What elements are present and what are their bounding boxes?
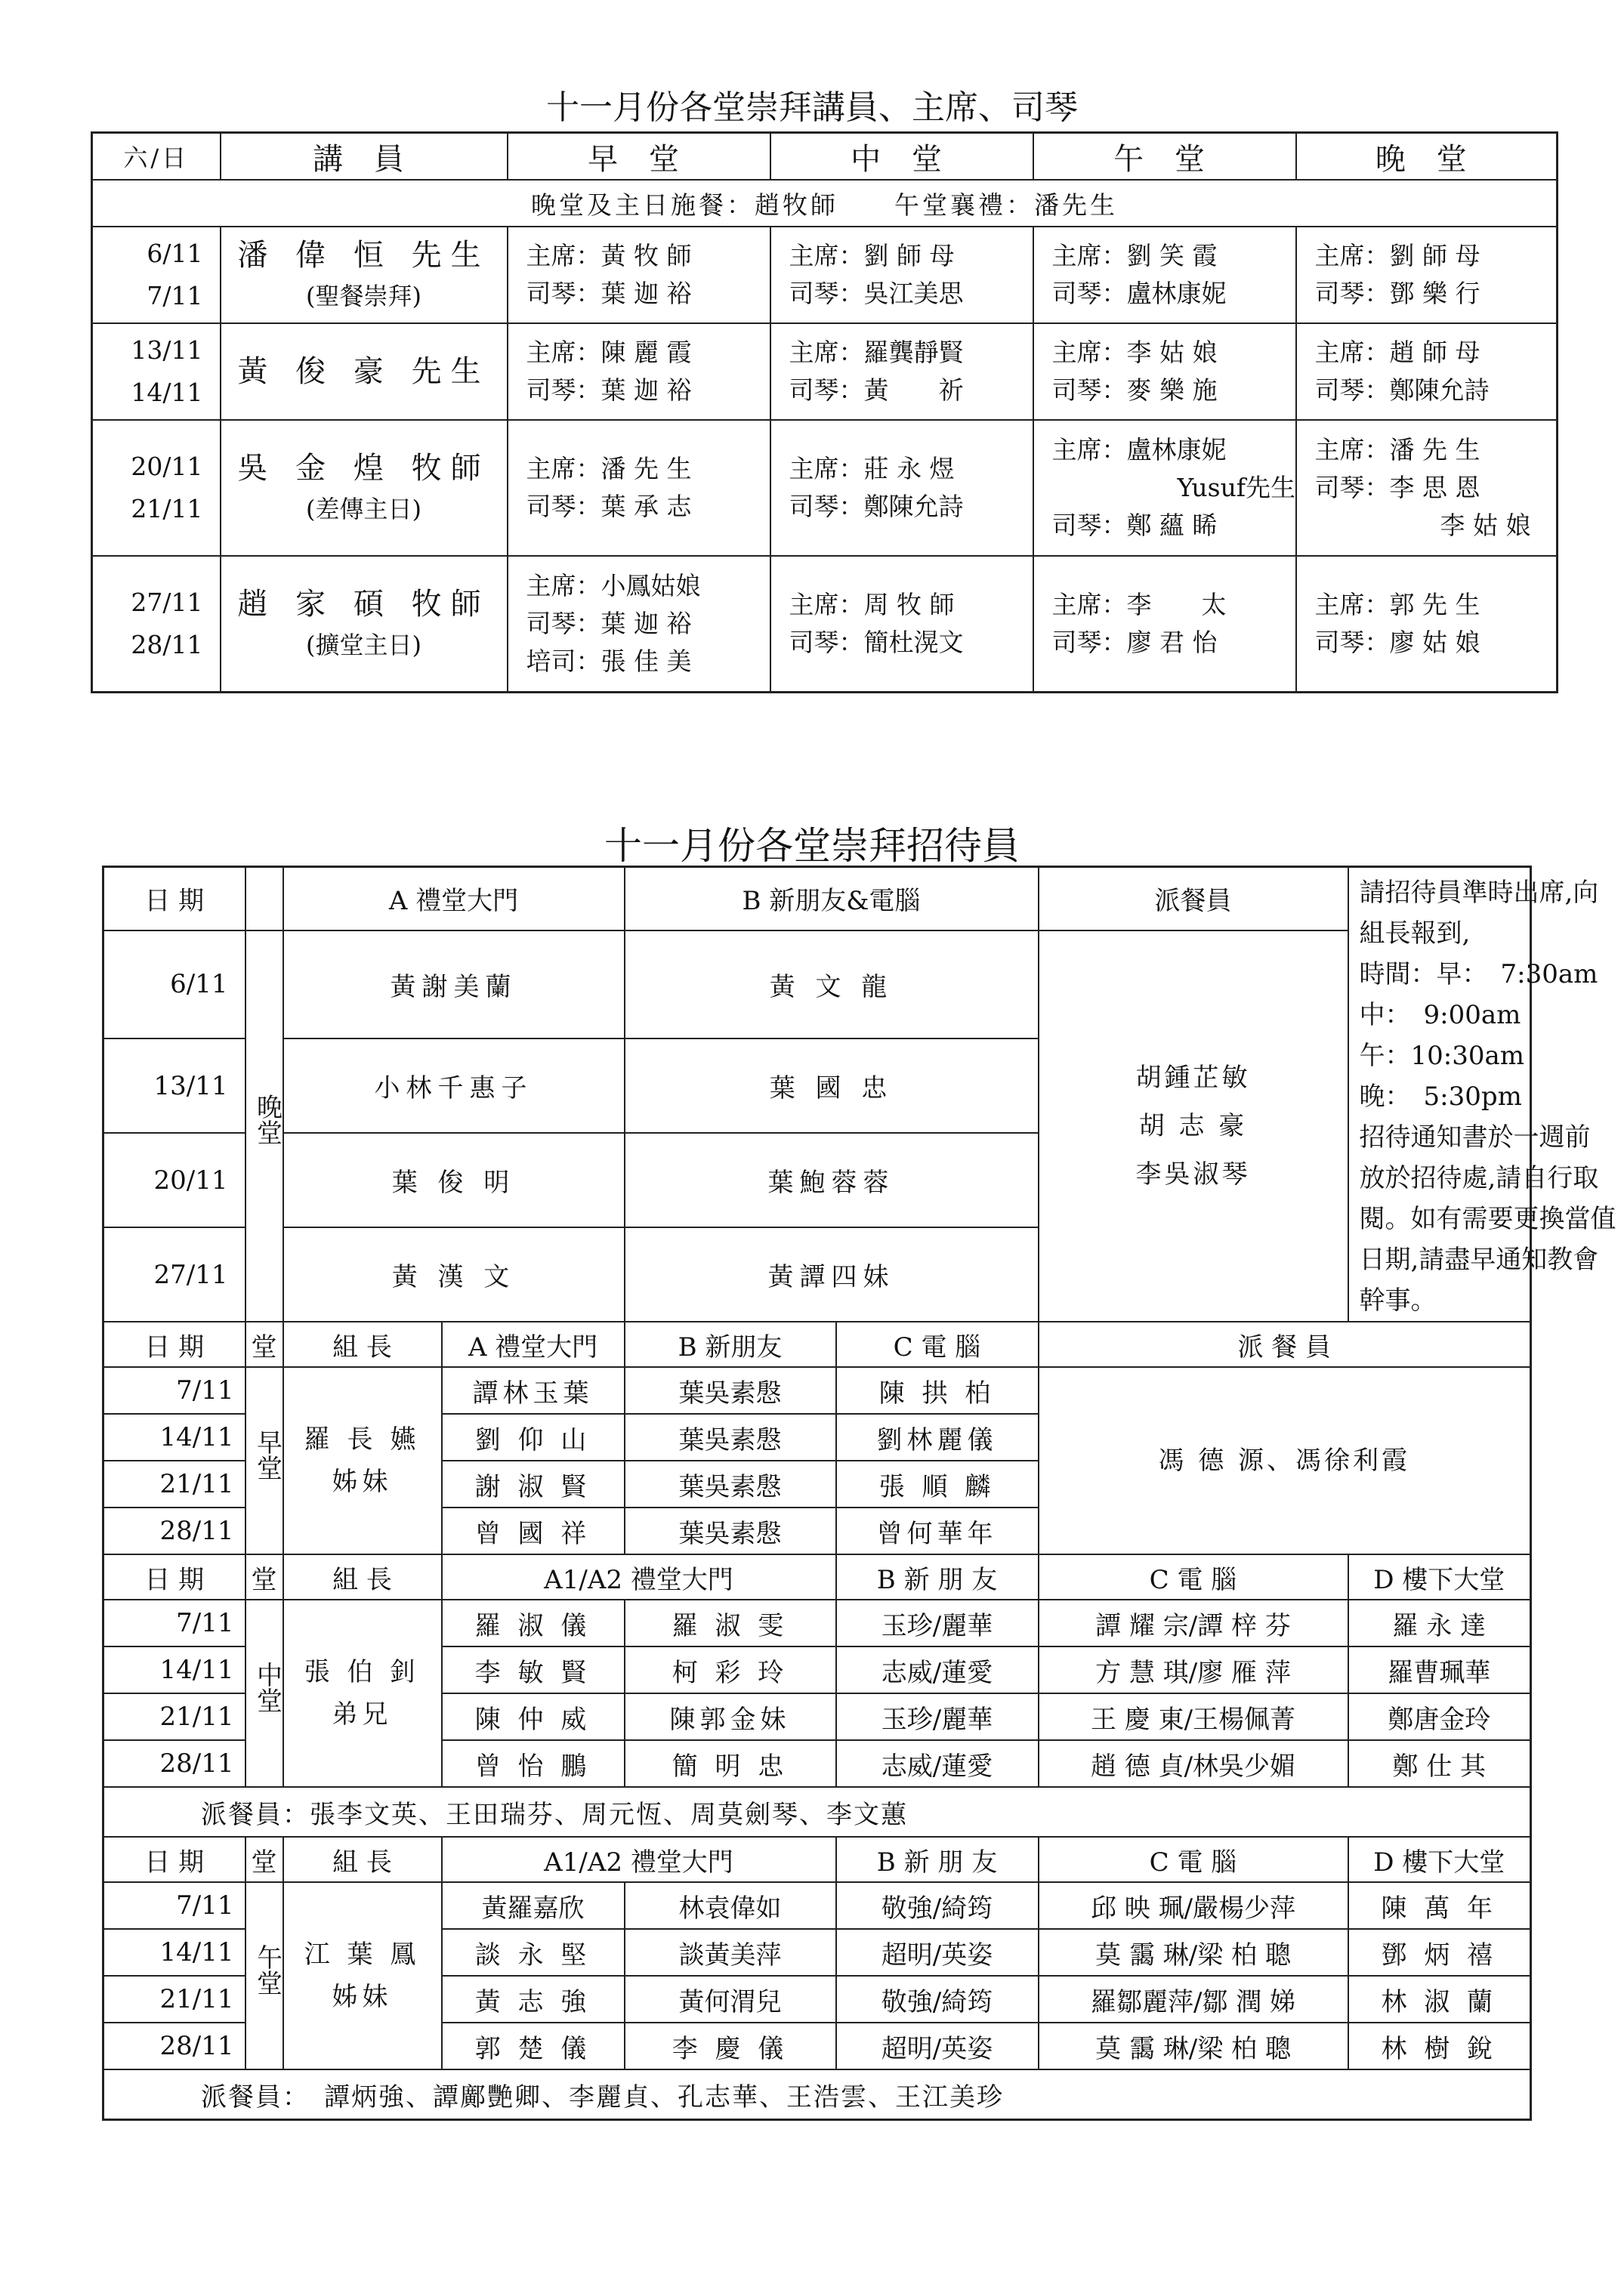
header-c: C 電 腦 [1039,1554,1348,1600]
meal-staff: 胡鍾芷敏 [1135,1062,1251,1093]
date: 20/11 [103,1133,245,1227]
organist: 司琴：葉 迦 裕 [526,279,692,308]
chair: 主席：羅龔靜賢 [789,338,964,367]
chair: 主席：郭 先 生 [1314,589,1480,619]
header-a: A 禮堂大門 [283,867,625,930]
service-label: 中堂 [252,1661,283,1713]
noon-row [103,1882,1531,1929]
organist: 司琴：黃 祈 [789,375,964,405]
organist: 司琴：鄭陳允詩 [1314,375,1490,405]
usher-a1: 談 永 堅 [442,1929,625,1976]
date: 6/11 [147,239,203,268]
organist: 司琴：麥 樂 施 [1051,375,1218,405]
date: 14/11 [103,1929,245,1976]
leader-title: 姊妹 [332,1982,393,2012]
header-c: C 電 腦 [836,1322,1039,1367]
date: 13/11 [103,1038,245,1133]
usher-a2: 談黃美萍 [625,1929,836,1976]
mid-meal-staff: 派餐員：張李文英、王田瑞芬、周元恆、周莫劍琴、李文蕙 [103,1787,1531,1837]
mid-row [103,1600,1531,1646]
chair: 主席：周 牧 師 [789,589,955,619]
speaker-note: (擴堂主日) [306,630,421,659]
usher-b: 志威/蓮愛 [836,1646,1039,1693]
usher-a2: 黃何渭兒 [625,1976,836,2023]
speaker-name: 趙 家 碩 牧師 [237,586,490,622]
organist: 司琴：鄧 樂 行 [1314,279,1480,308]
organist: 司琴：廖 姑 娘 [1314,627,1480,657]
header-a: A1/A2 禮堂大門 [442,1837,836,1882]
mid-cell [770,556,1033,692]
date: 14/11 [103,1646,245,1693]
evening-row [103,930,1531,1039]
evening-cell [1296,556,1558,692]
usher-d: 鄭 仕 其 [1348,1740,1531,1787]
early-cell [508,556,770,692]
mid-cell [770,227,1033,323]
chair: 主席：劉 笑 霞 [1051,241,1218,270]
note-line: 閱。如有需要更換當值 [1359,1204,1616,1234]
usher-a2: 林袁偉如 [625,1882,836,1929]
header-noon: 午 堂 [1033,133,1296,181]
chair: 主席：劉 師 母 [1314,241,1480,270]
usher-a1: 羅 淑 儀 [442,1600,625,1646]
usher-instructions [1348,867,1616,1322]
date: 21/11 [103,1693,245,1740]
speaker-note: (差傳主日) [306,495,421,523]
noon-leader [283,1882,442,2069]
header-evening: 晚 堂 [1296,133,1558,181]
usher-a: 黃 漢 文 [283,1227,625,1322]
usher-b: 敬強/綺筠 [836,1976,1039,2023]
mid-header-row [103,1554,1531,1600]
speakers-row [92,420,1558,556]
date-cell [92,227,221,323]
service-label: 午堂 [252,1943,283,1995]
speaker-cell [221,323,508,420]
usher-b: 敬強/綺筠 [836,1882,1039,1929]
header-b: B 新 朋 友 [836,1837,1039,1882]
noon-meal-row [103,2069,1531,2120]
date: 14/11 [131,378,203,407]
usher-b: 志威/蓮愛 [836,1740,1039,1787]
note-line: 招待通知書於一週前 [1359,1122,1591,1153]
mid-meal-row [103,1787,1531,1837]
chair-second: Yusuf先生 [1177,473,1296,502]
speakers-title: 十一月份各堂崇拜講員、主席、司琴 [546,88,1078,127]
usher-b: 黃 文 龍 [625,930,1039,1039]
usher-c: 趙 德 貞/林吳少媚 [1039,1740,1348,1787]
usher-c: 張 順 麟 [836,1461,1039,1508]
noon-header-row [103,1837,1531,1882]
usher-a2: 羅 淑 雯 [625,1600,836,1646]
chair: 主席：李 姑 娘 [1051,338,1218,367]
header-b: B 新朋友 [625,1322,836,1367]
speakers-row [92,227,1558,323]
speaker-note: (聖餐崇拜) [306,282,421,310]
usher-b: 葉吳素慇 [625,1367,836,1414]
date: 28/11 [103,1508,245,1554]
usher-c: 王 慶 東/王楊佩菁 [1039,1693,1348,1740]
header-date: 日 期 [103,1554,245,1600]
mid-cell [770,323,1033,420]
date: 7/11 [103,1367,245,1414]
organist: 司琴：李 思 恩 [1314,473,1480,502]
date: 7/11 [147,281,203,310]
usher-a2: 李 慶 儀 [625,2023,836,2069]
header-speaker: 講 員 [221,133,508,181]
usher-a: 譚林玉葉 [442,1367,625,1414]
organist: 司琴：鄭陳允詩 [789,492,964,521]
usher-c: 陳 拱 柏 [836,1367,1039,1414]
speakers-notice: 晚堂及主日施餐：趙牧師 午堂襄禮：潘先生 [92,180,1558,227]
organist: 司琴：簡杜滉文 [789,627,964,657]
leader-title: 弟兄 [332,1699,393,1730]
date: 27/11 [131,587,203,617]
meal-staff: 胡 志 豪 [1138,1110,1248,1141]
mid-service [245,1600,283,1787]
usher-c: 劉林麗儀 [836,1414,1039,1461]
service-label: 晚堂 [252,1094,283,1146]
early-row [103,1367,1531,1414]
usher-a1: 李 敏 賢 [442,1646,625,1693]
header-leader: 組 長 [283,1554,442,1600]
usher-a1: 黃 志 強 [442,1976,625,2023]
chair: 主席：趙 師 母 [1314,338,1480,367]
noon-cell [1033,420,1296,556]
header-c: C 電 腦 [1039,1837,1348,1882]
early-header-row [103,1322,1531,1367]
date: 13/11 [131,335,203,365]
usher-b: 超明/英姿 [836,1929,1039,1976]
speaker-name: 黃 俊 豪 先生 [237,354,490,389]
early-meal-staff: 馮 德 源、馮徐利霞 [1039,1367,1531,1554]
header-leader: 組 長 [283,1837,442,1882]
usher-b: 葉鮑蓉蓉 [625,1133,1039,1227]
header-a: A 禮堂大門 [442,1322,625,1367]
header-d: D 樓下大堂 [1348,1837,1531,1882]
date: 28/11 [103,1740,245,1787]
organist: 司琴：葉 承 志 [526,492,692,521]
date: 21/11 [131,494,203,523]
chair: 主席：李 太 [1051,589,1227,619]
header-service: 堂 [245,1837,283,1882]
note-line: 日期,請盡早通知教會 [1359,1245,1599,1275]
note-time: 時間：早： 7:30am [1359,959,1598,989]
note-time: 中： 9:00am [1359,1000,1521,1030]
usher-d: 羅曹珮華 [1348,1646,1531,1693]
chair: 主席：陳 麗 霞 [526,338,692,367]
evening-meal-staff [1039,930,1348,1322]
organist-second: 李 姑 娘 [1440,511,1531,540]
usher-a1: 郭 楚 儀 [442,2023,625,2069]
header-date: 六/日 [92,133,221,181]
organist: 司琴：盧林康妮 [1051,279,1227,308]
header-b: B 新 朋 友 [836,1554,1039,1600]
usher-a: 黃謝美蘭 [283,930,625,1039]
usher-a1: 陳 仲 威 [442,1693,625,1740]
speakers-table [91,131,1558,693]
header-date: 日 期 [103,1322,245,1367]
note-line: 放於招待處,請自行取 [1359,1163,1599,1193]
speakers-row [92,323,1558,420]
evening-cell [1296,227,1558,323]
organist: 司琴：鄭 蘊 睎 [1051,511,1218,540]
header-b: B 新朋友&電腦 [625,867,1039,930]
header-date: 日 期 [103,867,245,930]
speakers-notice-row [92,180,1558,227]
note-time: 午：10:30am [1359,1041,1524,1071]
chair: 主席：劉 師 母 [789,241,955,270]
noon-service [245,1882,283,2069]
usher-c: 羅鄒麗萍/鄒 潤 娣 [1039,1976,1348,2023]
note-line: 請招待員準時出席,向 [1359,878,1599,908]
speakers-row [92,556,1558,692]
usher-d: 林 淑 蘭 [1348,1976,1531,2023]
evening-cell [1296,420,1558,556]
organist: 司琴：廖 君 怡 [1051,627,1218,657]
date: 27/11 [103,1227,245,1322]
chair: 主席：盧林康妮 [1051,435,1227,464]
header-early: 早 堂 [508,133,770,181]
header-meal: 派 餐 員 [1039,1322,1531,1367]
leader-name: 江 葉 鳳 [304,1940,421,1970]
usher-b: 葉 國 忠 [625,1038,1039,1133]
usher-c: 邱 映 珮/嚴楊少萍 [1039,1882,1348,1929]
usher-d: 林 樹 銳 [1348,2023,1531,2069]
usher-a1: 黃羅嘉欣 [442,1882,625,1929]
trainee: 培司：張 佳 美 [526,646,692,676]
noon-cell [1033,323,1296,420]
usher-a1: 曾 怡 鵬 [442,1740,625,1787]
usher-a: 小林千惠子 [283,1038,625,1133]
leader-title: 姊妹 [332,1467,393,1497]
speaker-cell [221,556,508,692]
usher-c: 莫 靄 琳/梁 柏 聰 [1039,2023,1348,2069]
early-cell [508,323,770,420]
usher-a2: 簡 明 忠 [625,1740,836,1787]
speaker-cell [221,227,508,323]
usher-a: 曾 國 祥 [442,1508,625,1554]
usher-d: 羅 永 達 [1348,1600,1531,1646]
chair: 主席：潘 先 生 [526,454,692,483]
early-service [245,1367,283,1554]
meal-staff: 李吳淑琴 [1135,1159,1251,1190]
header-date: 日 期 [103,1837,245,1882]
usher-b: 超明/英姿 [836,2023,1039,2069]
date-cell [92,556,221,692]
date-cell [92,420,221,556]
note-line: 組長報到, [1359,918,1471,949]
organist: 司琴：吳江美思 [789,279,964,308]
noon-cell [1033,556,1296,692]
date: 7/11 [103,1882,245,1929]
noon-meal-staff: 派餐員： 譚炳強、譚鄺艷卿、李麗貞、孔志華、王浩雲、王江美珍 [103,2069,1531,2120]
speaker-name: 潘 偉 恒 先生 [237,238,490,273]
early-leader [283,1367,442,1554]
chair: 主席：莊 永 煜 [789,454,955,483]
usher-a2: 陳郭金妹 [625,1693,836,1740]
date: 28/11 [131,629,203,659]
usher-c: 譚 耀 宗/譚 梓 芬 [1039,1600,1348,1646]
note-time: 晚： 5:30pm [1359,1082,1522,1112]
mid-leader [283,1600,442,1787]
usher-d: 鄧 炳 禧 [1348,1929,1531,1976]
header-service: 堂 [245,1554,283,1600]
ushers-title: 十一月份各堂崇拜招待員 [604,824,1020,868]
date: 28/11 [103,2023,245,2069]
date: 21/11 [103,1976,245,2023]
service-label: 早堂 [252,1428,283,1480]
date: 21/11 [103,1461,245,1508]
leader-name: 張 伯 釗 [304,1657,421,1687]
early-cell [508,420,770,556]
date: 6/11 [103,930,245,1039]
header-leader: 組 長 [283,1322,442,1367]
speakers-header-row [92,133,1558,181]
noon-cell [1033,227,1296,323]
header-a: A1/A2 禮堂大門 [442,1554,836,1600]
usher-a: 謝 淑 賢 [442,1461,625,1508]
header-mid: 中 堂 [770,133,1033,181]
usher-b: 黃譚四妹 [625,1227,1039,1322]
evening-service [245,930,283,1322]
date: 14/11 [103,1414,245,1461]
mid-cell [770,420,1033,556]
chair: 主席：黃 牧 師 [526,241,692,270]
chair: 主席：潘 先 生 [1314,435,1480,464]
header-d: D 樓下大堂 [1348,1554,1531,1600]
usher-a: 葉 俊 明 [283,1133,625,1227]
usher-d: 鄭唐金玲 [1348,1693,1531,1740]
usher-c: 方 慧 琪/廖 雁 萍 [1039,1646,1348,1693]
usher-b: 葉吳素慇 [625,1508,836,1554]
usher-d: 陳 萬 年 [1348,1882,1531,1929]
date: 20/11 [131,452,203,481]
header-service: 堂 [245,1322,283,1367]
speaker-cell [221,420,508,556]
usher-c: 曾何華年 [836,1508,1039,1554]
date-cell [92,323,221,420]
usher-b: 玉珍/麗華 [836,1600,1039,1646]
usher-a2: 柯 彩 玲 [625,1646,836,1693]
ushers-table [102,866,1616,2121]
organist: 司琴：葉 迦 裕 [526,375,692,405]
usher-c: 莫 靄 琳/梁 柏 聰 [1039,1929,1348,1976]
chair: 主席：小鳳姑娘 [526,570,701,600]
note-line: 幹事。 [1359,1285,1437,1316]
leader-name: 羅 長 嬿 [304,1424,421,1455]
organist: 司琴：葉 迦 裕 [526,608,692,638]
usher-b: 葉吳素慇 [625,1414,836,1461]
evening-cell [1296,323,1558,420]
header-meal: 派餐員 [1039,867,1348,930]
usher-a: 劉 仰 山 [442,1414,625,1461]
early-cell [508,227,770,323]
date: 7/11 [103,1600,245,1646]
usher-b: 葉吳素慇 [625,1461,836,1508]
header-service [245,867,283,930]
usher-b: 玉珍/麗華 [836,1693,1039,1740]
speaker-name: 吳 金 煌 牧師 [237,451,490,486]
evening-header-row [103,867,1531,930]
